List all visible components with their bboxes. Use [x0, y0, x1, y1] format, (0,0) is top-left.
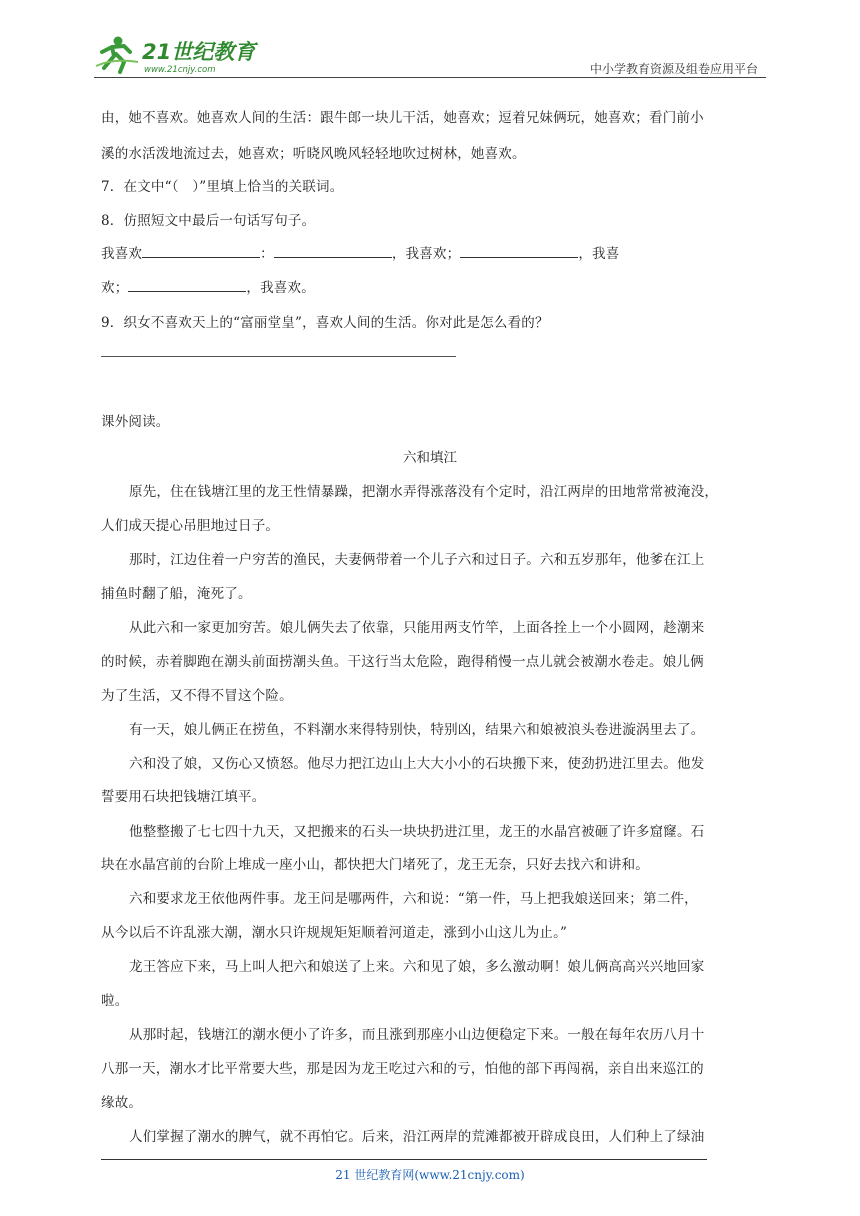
paragraph-line: 八那一天，潮水才比平常要大些，那是因为龙王吃过六和的亏，怕他的部下再闯祸，亲自出来巡江的	[101, 1061, 704, 1077]
paragraph-line: 誓要用石块把钱塘江填平。	[101, 789, 266, 805]
answer-blank[interactable]	[128, 277, 246, 292]
paragraph-line: 捕鱼时翻了船，淹死了。	[101, 586, 252, 602]
paragraph-line: 龙王答应下来，马上叫人把六和娘送了上来。六和见了娘，多么激动啊！娘儿俩高高兴兴地回家	[129, 959, 705, 975]
text-fragment: 我喜欢	[101, 246, 143, 262]
paragraph-line: 的时候，赤着脚跑在潮头前面捞潮头鱼。干这行当太危险，跑得稍慢一点儿就会被潮水卷走。娘儿俩	[101, 654, 704, 670]
paragraph-line: 为了生活，又不得不冒这个险。	[101, 688, 293, 704]
paragraph-line: 从今以后不许乱涨大潮，潮水只许规规矩矩顺着河道走，涨到小山这儿为止。”	[101, 925, 568, 941]
text-fragment: ：	[260, 246, 274, 262]
paragraph-line: 六和没了娘，又伤心又愤怒。他尽力把江边山上大大小小的石块搬下来，使劲扔进江里去。他发	[129, 756, 705, 772]
text-line: 由，她不喜欢。她喜欢人间的生活：跟牛郎一块儿干活，她喜欢；逗着兄妹俩玩，她喜欢；看门前小	[101, 110, 704, 126]
question-9-answer-line[interactable]	[101, 356, 456, 357]
footer-link[interactable]: 21 世纪教育网(www.21cnjy.com)	[335, 1168, 525, 1182]
question-7: 7．在文中“（ ）”里填上恰当的关联词。	[101, 179, 344, 195]
question-8-answer-line-2	[101, 276, 315, 296]
text-line: 溪的水活泼地流过去，她喜欢；听晓风晚风轻轻地吹过树林，她喜欢。	[101, 146, 526, 162]
article-title: 六和填江	[403, 450, 457, 466]
site-logo	[94, 32, 264, 76]
text-fragment: 欢；	[101, 280, 129, 296]
logo-text: 21世纪教育	[142, 40, 256, 64]
platform-title: 中小学教育资源及组卷应用平台	[589, 62, 758, 76]
paragraph-line: 从那时起，钱塘江的潮水便小了许多，而且涨到那座小山边便稳定下来。一般在每年农历八月十	[129, 1027, 705, 1043]
text-fragment: ，我喜欢；	[391, 246, 461, 262]
runner-icon	[96, 37, 138, 73]
text-fragment: ，我喜欢。	[246, 280, 315, 296]
question-9: 9．织女不喜欢天上的“富丽堂皇”，喜欢人间的生活。你对此是怎么看的？	[101, 315, 549, 331]
paragraph-line: 那时，江边住着一户穷苦的渔民，夫妻俩带着一个儿子六和过日子。六和五岁那年，他爹在江上	[129, 552, 705, 568]
page-header	[94, 30, 766, 78]
footer-divider	[101, 1159, 707, 1160]
question-8-answer-line-1	[101, 242, 619, 262]
paragraph-line: 从此六和一家更加穷苦。娘儿俩失去了依靠，只能用两支竹竿，上面各拴上一个小圆网，趁潮来	[129, 620, 705, 636]
paragraph-line: 人们成天提心吊胆地过日子。	[101, 518, 280, 534]
answer-blank[interactable]	[142, 243, 260, 258]
logo-url: www.21cnjy.com	[144, 65, 216, 75]
answer-blank[interactable]	[460, 243, 578, 258]
answer-blank[interactable]	[274, 243, 392, 258]
paragraph-line: 原先，住在钱塘江里的龙王性情暴躁，把潮水弄得涨落没有个定时，沿江两岸的田地常常被淹没，	[129, 484, 719, 500]
paragraph-line: 他整整搬了七七四十九天，又把搬来的石头一块块扔进江里，龙王的水晶宫被砸了许多窟窿。石	[129, 824, 705, 840]
text-fragment: ，我喜	[578, 246, 620, 262]
paragraph-line: 六和要求龙王依他两件事。龙王问是哪两件，六和说：“第一件，马上把我娘送回来；第二件，	[129, 891, 698, 907]
paragraph-line: 有一天，娘儿俩正在捞鱼，不料潮水来得特别快，特别凶，结果六和娘被浪头卷进漩涡里去了。	[129, 722, 705, 738]
question-8: 8．仿照短文中最后一句话写句子。	[101, 213, 316, 229]
header-divider	[94, 77, 766, 78]
paragraph-line: 缘故。	[101, 1095, 143, 1111]
section-heading: 课外阅读。	[101, 414, 170, 430]
paragraph-line: 啦。	[101, 993, 129, 1009]
paragraph-line: 人们掌握了潮水的脾气，就不再怕它。后来，沿江两岸的荒滩都被开辟成良田，人们种上了绿油	[129, 1129, 705, 1145]
paragraph-line: 块在水晶宫前的台阶上堆成一座小山，都快把大门堵死了，龙王无奈，只好去找六和讲和。	[101, 857, 649, 873]
